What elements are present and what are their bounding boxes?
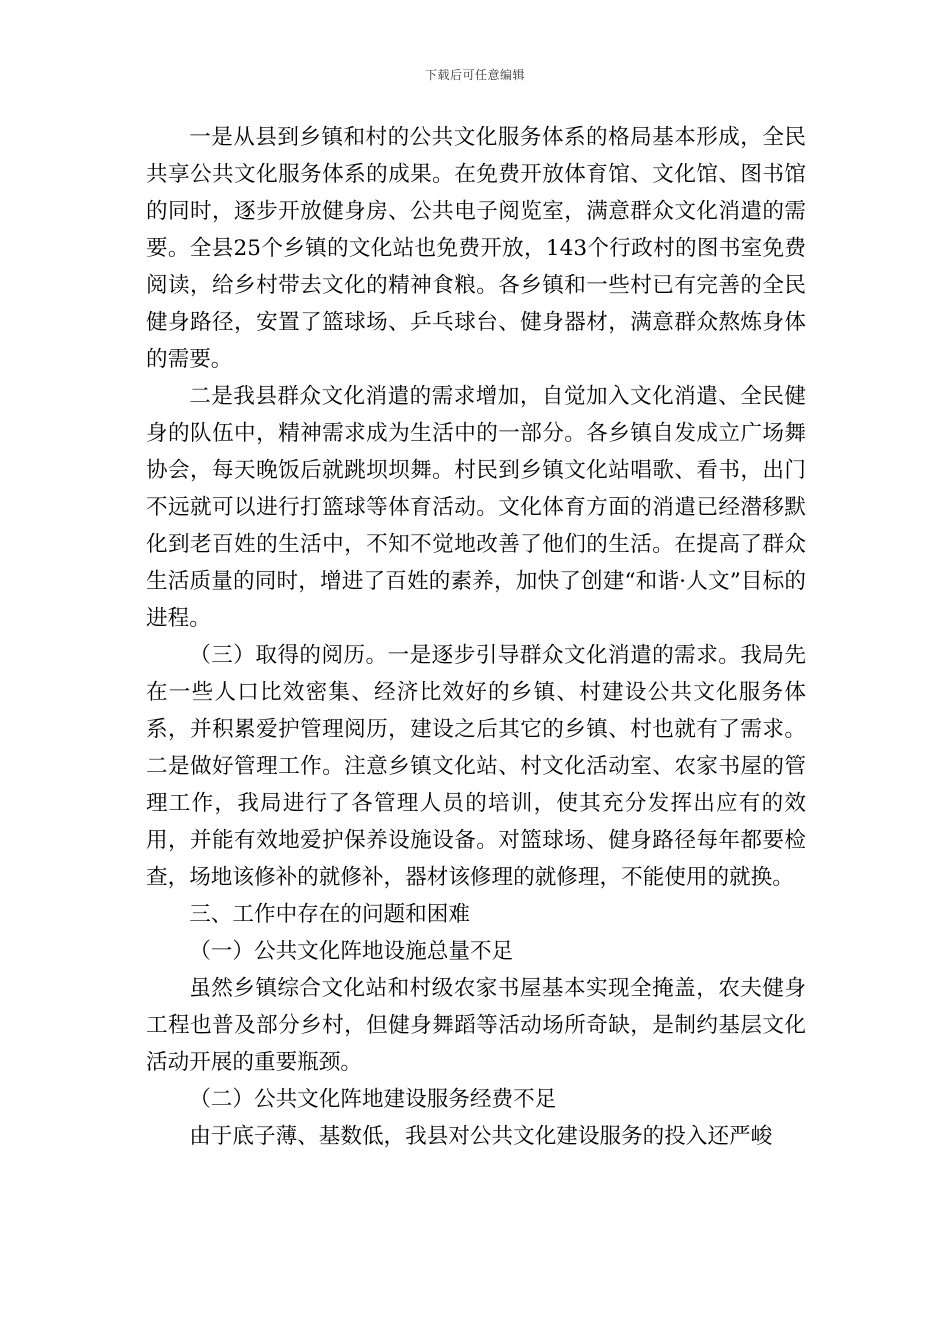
header-note: 下载后可任意编辑	[424, 68, 525, 82]
paragraph-funding-shortage: 由于底子薄、基数低，我县对公共文化建设服务的投入还严峻	[189, 1124, 773, 1149]
paragraph-experience-gained: （三）取得的阅历。一是逐步引导群众文化消遣的需求。我局先在一些人口比效密集、经济比效好的乡镇、村建设公共文化服务体系，并积累爱护管理阅历，建设之后其它的乡镇、村也就有了需求。二是做好管理工作。注意乡镇文化站、村文化活动室、农家书屋的管理工作，我局进行了各管理人员的培训，使其充分发挥出应有的效用，并能有效地爱护保养设施设备。对篮球场、健身路径每年都要检查，场地该修补的就修补，器材该修理的就修理，不能使用的就换。	[146, 643, 806, 890]
document-body	[146, 119, 806, 1155]
paragraph-facilities-shortage: 虽然乡镇综合文化站和村级农家书屋基本实现全掩盖，农夫健身工程也普及部分乡村，但健身舞蹈等活动场所奇缺，是制约基层文化活动开展的重要瓶颈。	[146, 976, 806, 1075]
section-heading-problems: 三、工作中存在的问题和困难	[189, 902, 470, 927]
subheading-funding-shortage: （二）公共文化阵地建设服务经费不足	[189, 1087, 557, 1112]
paragraph-public-culture-system: 一是从县到乡镇和村的公共文化服务体系的格局基本形成，全民共享公共文化服务体系的成果。在免费开放体育馆、文化馆、图书馆的同时，逐步开放健身房、公共电子阅览室，满意群众文化消遣的需要。全县25个乡镇的文化站也免费开放，143个行政村的图书室免费阅读，给乡村带去文化的精神食粮。各乡镇和一些村已有完善的全民健身路径，安置了篮球场、乒乓球台、健身器材，满意群众熬炼身体的需要。	[146, 125, 806, 372]
subheading-facilities-shortage: （一）公共文化阵地设施总量不足	[189, 939, 514, 964]
paragraph-demand-increase: 二是我县群众文化消遣的需求增加，自觉加入文化消遣、全民健身的队伍中，精神需求成为生活中的一部分。各乡镇自发成立广场舞协会，每天晚饭后就跳坝坝舞。村民到乡镇文化站唱歌、看书，出门不远就可以进行打篮球等体育活动。文化体育方面的消遣已经潜移默化到老百姓的生活中，不知不觉地改善了他们的生活。在提高了群众生活质量的同时，增进了百姓的素养，加快了创建“和谐·人文”目标的进程。	[146, 384, 806, 631]
